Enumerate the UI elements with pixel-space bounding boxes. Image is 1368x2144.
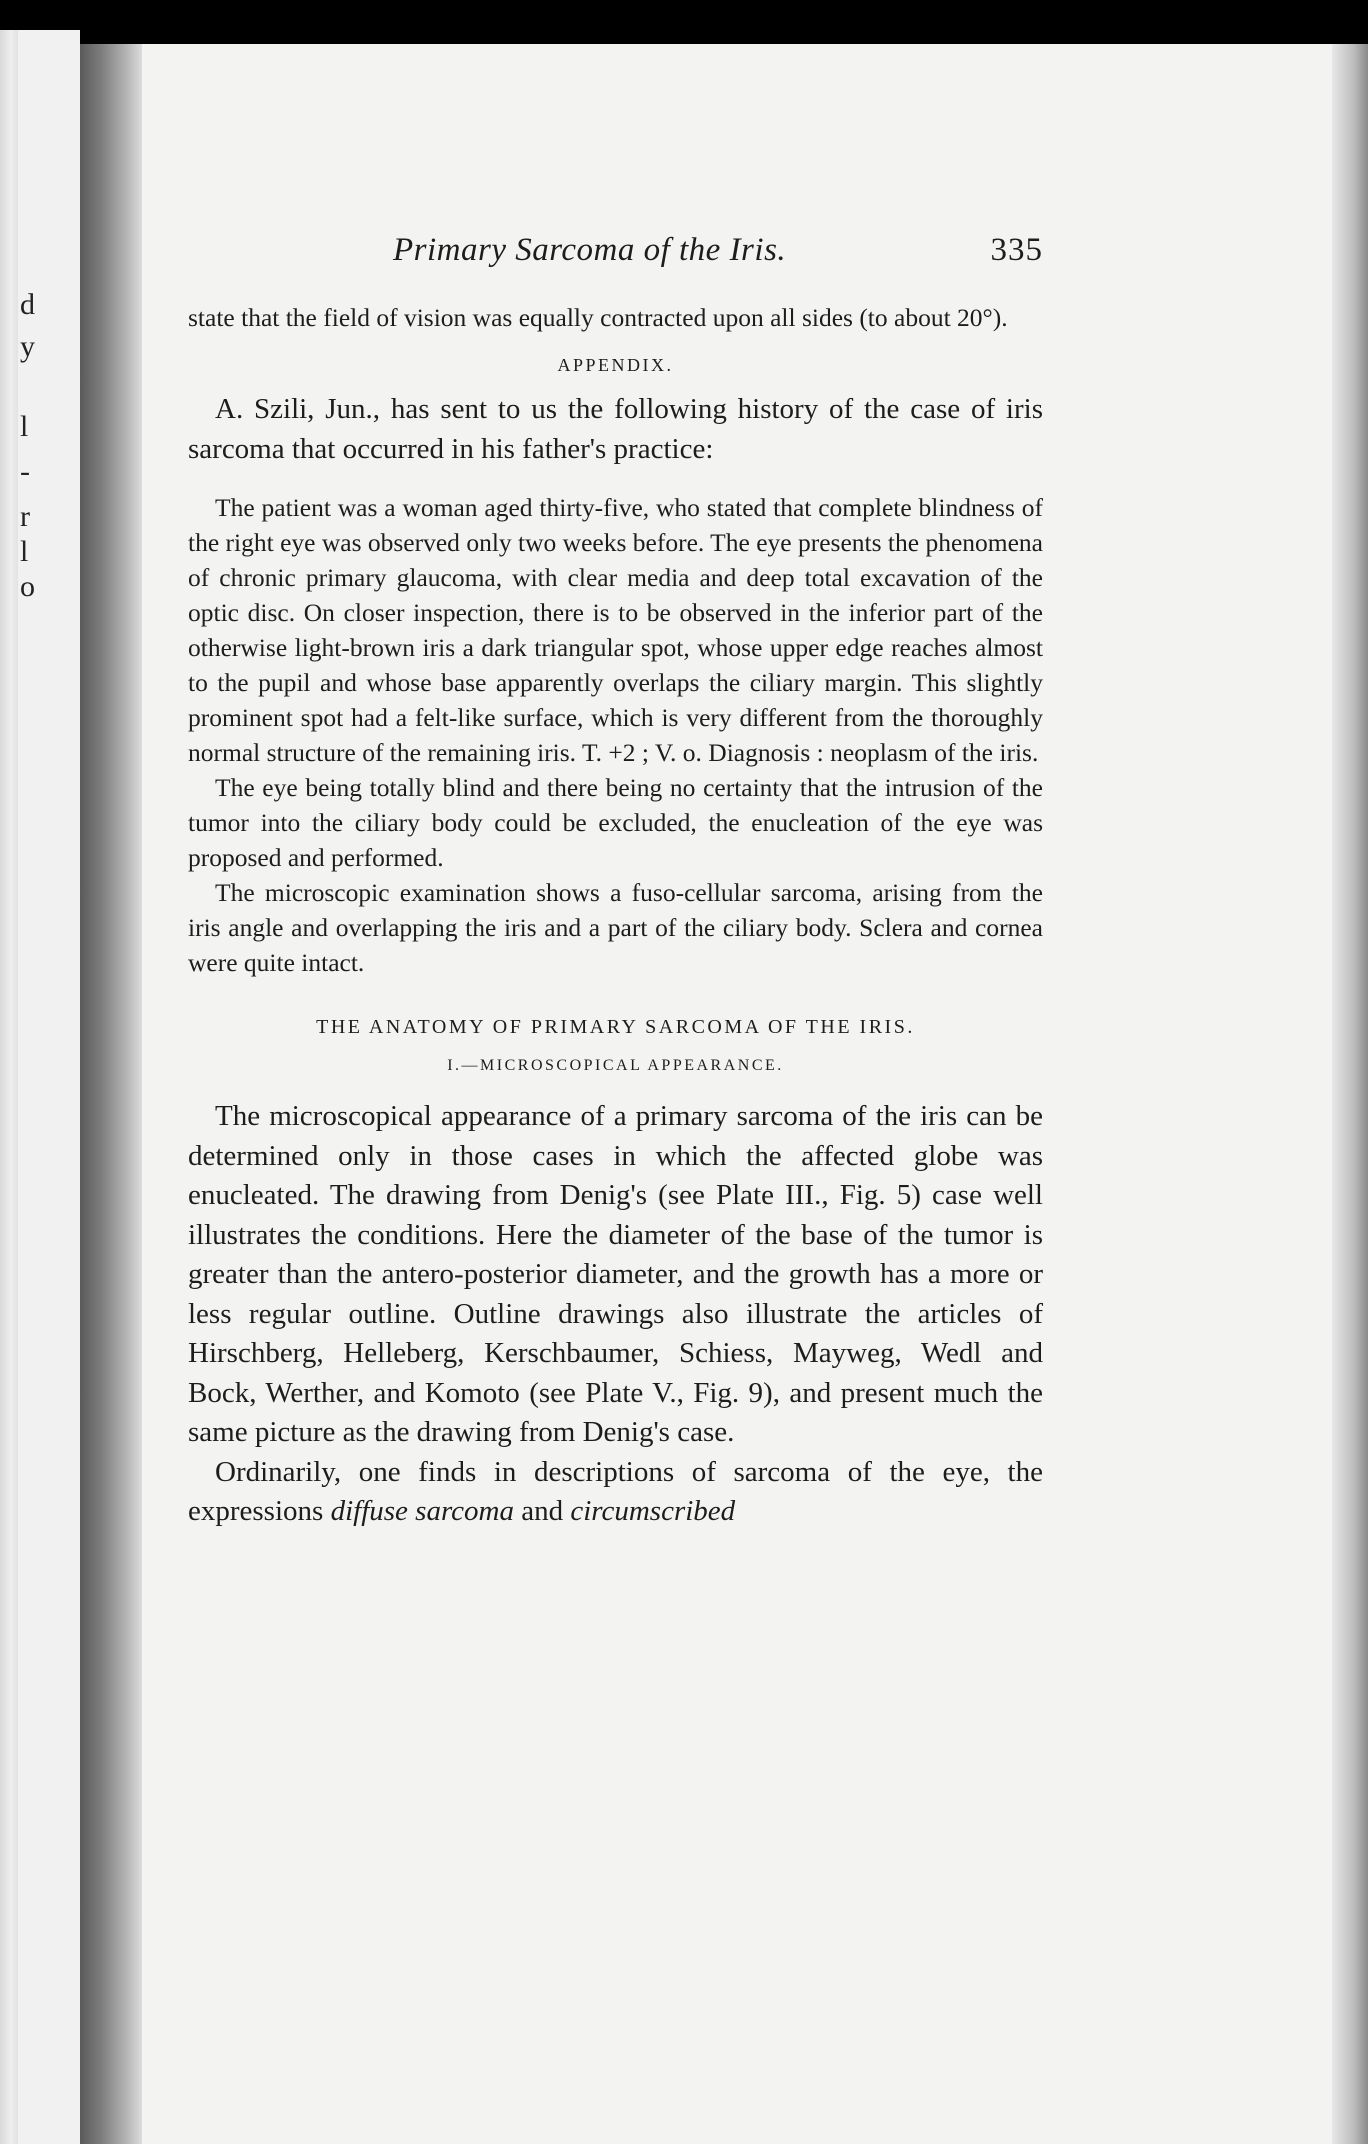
paragraph-continuation: state that the field of vision was equally contracted upon all sides (to about 20°). (188, 303, 1008, 332)
left-strip (0, 30, 18, 2144)
body-paragraph (188, 1453, 1043, 1532)
text-run: Ordinarily, one finds in descriptions of sarcoma of the eye, the expressions (188, 1455, 1043, 1527)
fragment: l (20, 410, 29, 443)
section-heading: THE ANATOMY OF PRIMARY SARCOMA OF THE IRIS. (316, 1016, 915, 1038)
page-content (188, 232, 1043, 1532)
case-history-paragraph: The microscopic examination shows a fuso-cellular sarcoma, arising from the iris angle and overlapping the iris and a part of the ciliary body. Sclera and cornea were quite intact. (188, 878, 1043, 977)
italic-term: circumscribed (570, 1495, 736, 1527)
appendix-heading: APPENDIX. (557, 355, 674, 375)
fragment: - (20, 455, 30, 488)
appendix-intro: A. Szili, Jun., has sent to us the following history of the case of iris sarcoma that occurred in his father's practice: (188, 393, 1043, 465)
case-history-paragraph: The eye being totally blind and there being no certainty that the intrusion of the tumor into the ciliary body could be excluded, the enucleation of the eye was proposed and performed. (188, 773, 1043, 872)
fragment: d (20, 288, 35, 321)
fragment: l (20, 535, 29, 568)
facing-page-edge (18, 30, 80, 2144)
book-gutter (80, 44, 142, 2144)
fragment: o (20, 570, 35, 603)
page-edge-right (1332, 44, 1368, 2144)
running-header (188, 232, 1043, 280)
subsection-heading: I.—MICROSCOPICAL APPEARANCE. (447, 1057, 784, 1074)
body-paragraph: The microscopical appearance of a primary sarcoma of the iris can be determined only in those cases in which the affected globe was enucleated. The drawing from Denig's (see Plate III., Fig. 5) case well illustrates the conditions. Here the diameter of the base of the tumor is greater than the antero-posterior diameter, and the growth has a more or less regular outline. Outline drawings also illustrate the articles of Hirschberg, Helleberg, Kerschbaumer, Schiess, Mayweg, Wedl and Bock, Werther, and Komoto (see Plate V., Fig. 9), and present much the same picture as the drawing from Denig's case. (188, 1100, 1043, 1448)
running-title: Primary Sarcoma of the Iris. (393, 232, 787, 268)
page-number: 335 (990, 232, 1043, 268)
italic-term: diffuse sarcoma (330, 1495, 514, 1527)
text-run: and (513, 1495, 571, 1527)
fragment: y (20, 330, 35, 363)
case-history-paragraph: The patient was a woman aged thirty-five, who stated that complete blindness of the right eye was observed only two weeks before. The eye presents the phenomena of chronic primary glaucoma, with clear media and deep total excavation of the optic disc. On closer inspection, there is to be observed in the inferior part of the otherwise light-brown iris a dark triangular spot, whose upper edge reaches almost to the pupil and whose base apparently overlaps the ciliary margin. This slightly prominent spot had a felt-like surface, which is very different from the thoroughly normal structure of the remaining iris. T. +2 ; V. o. Diagnosis : neoplasm of the iris. (188, 493, 1043, 767)
fragment: r (20, 500, 30, 533)
